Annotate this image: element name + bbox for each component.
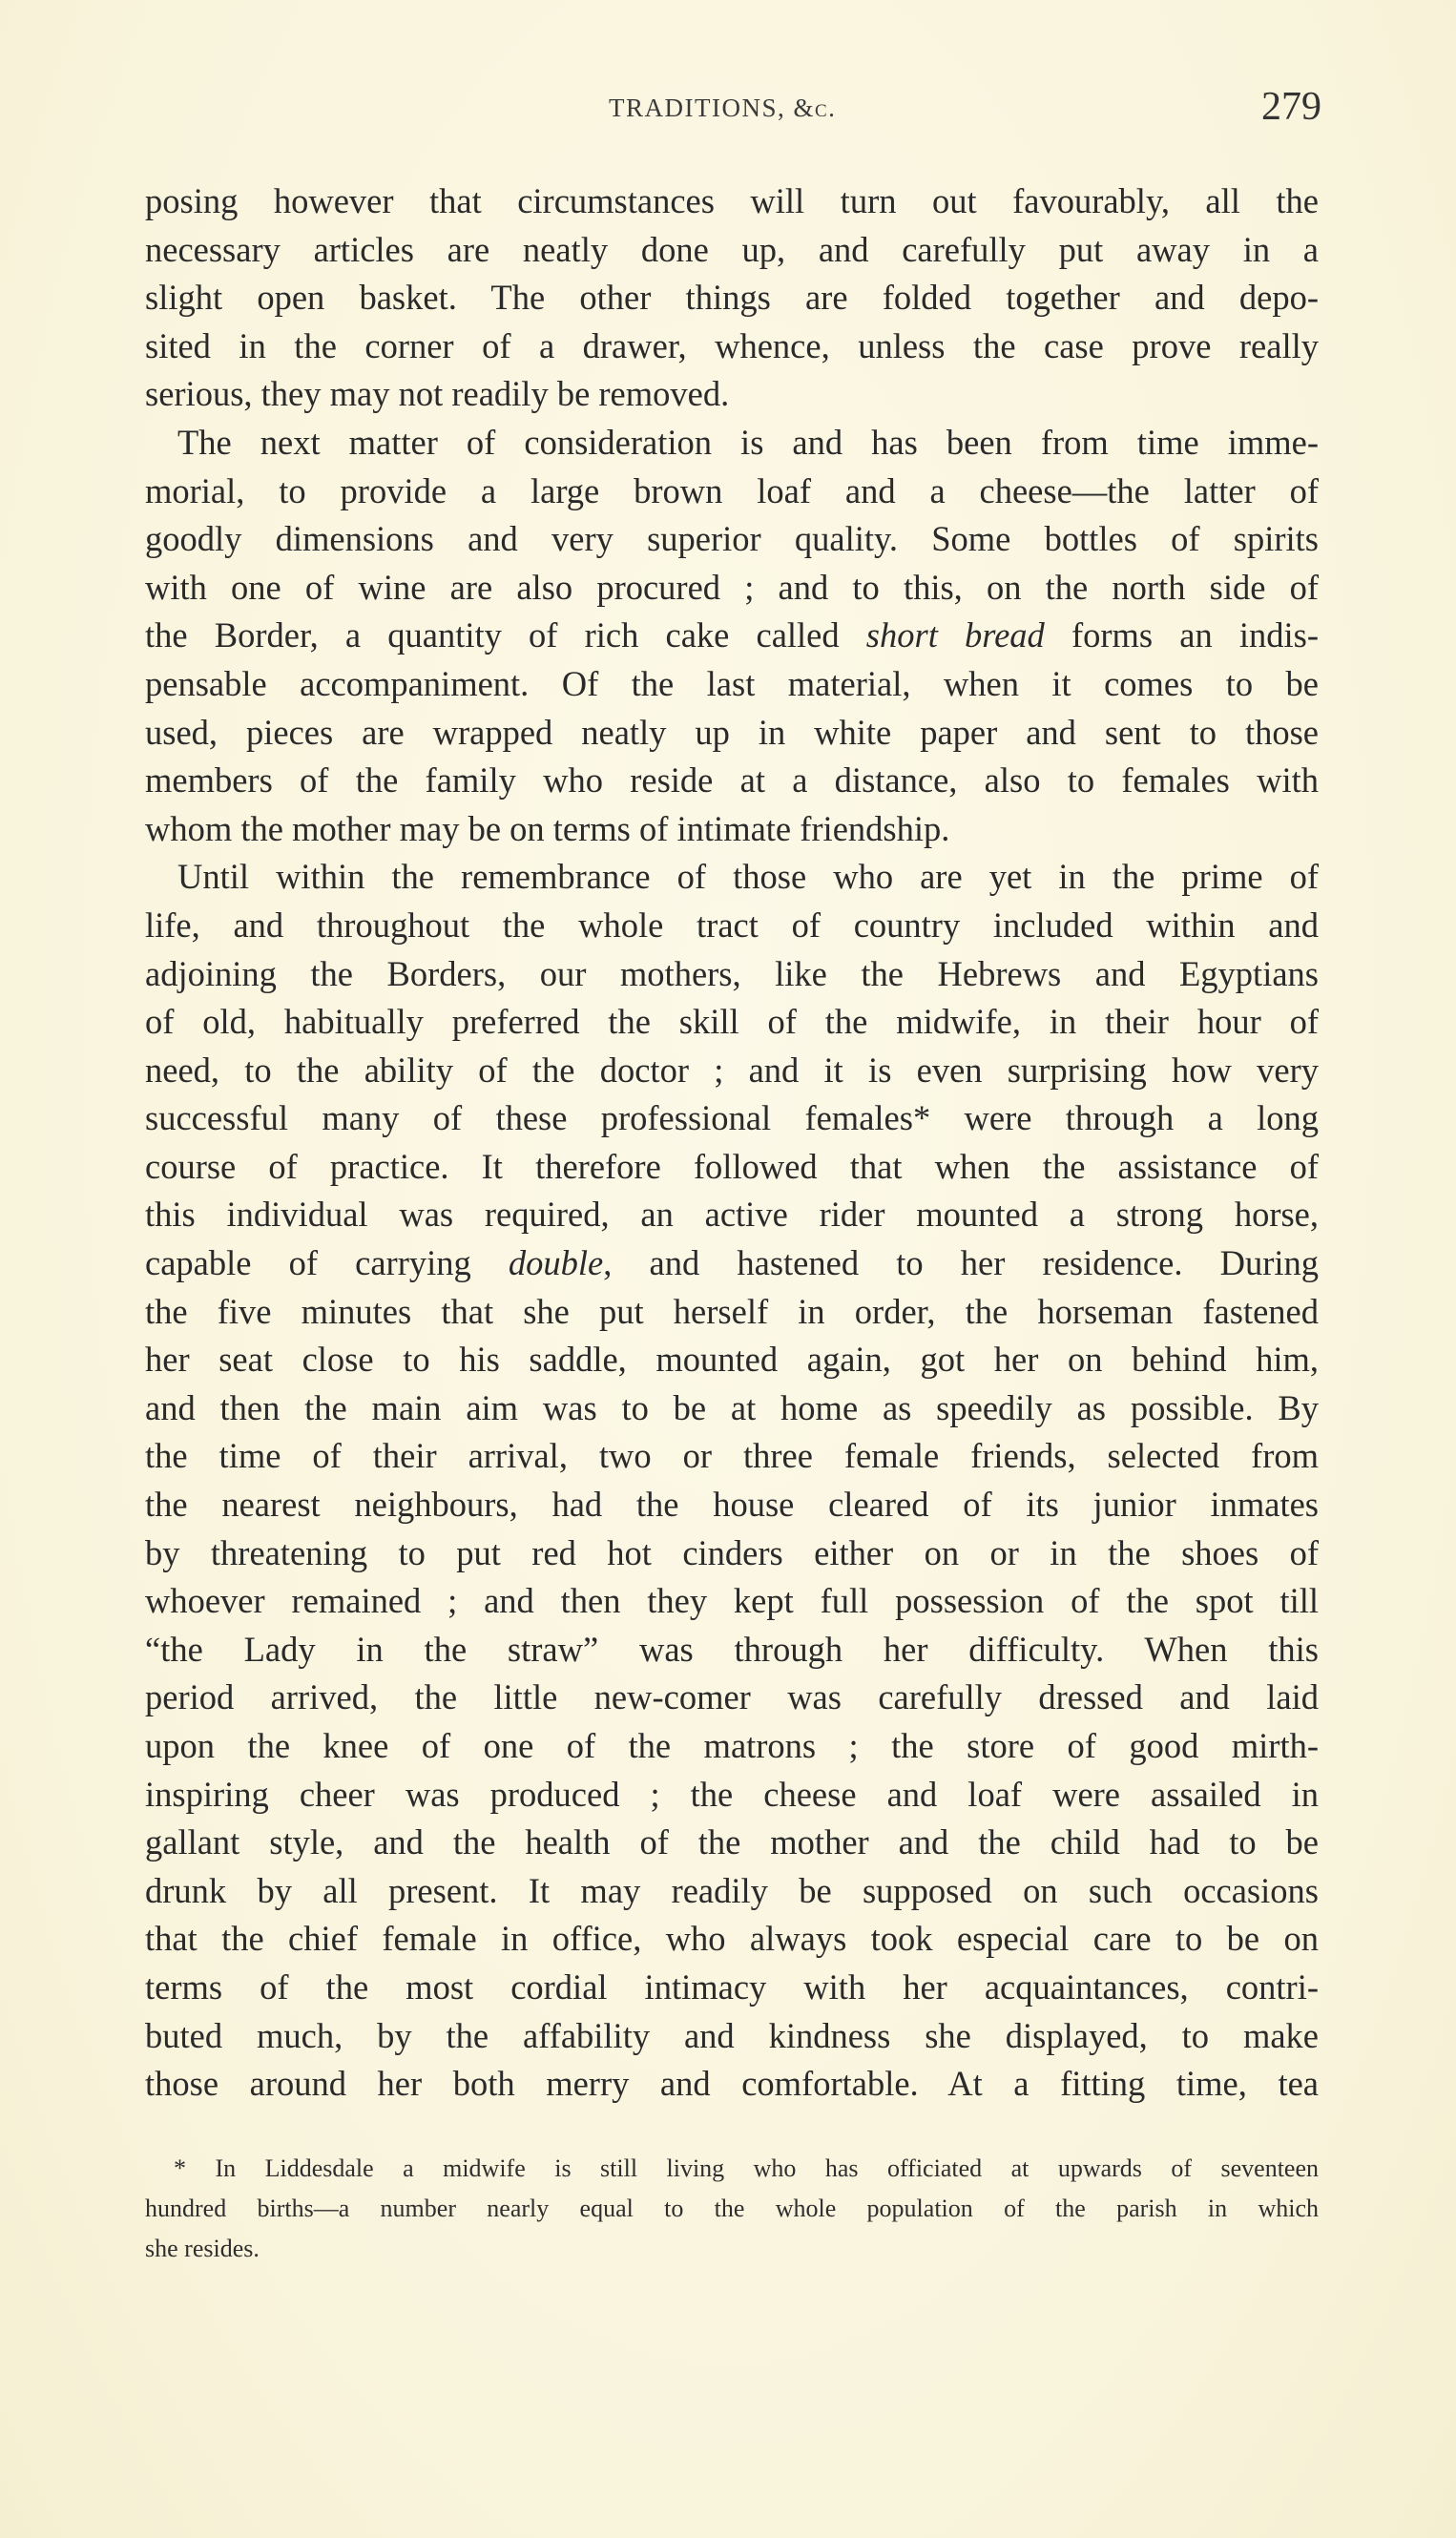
- text-line: course of practice. It therefore followed that when the assistance of: [145, 1146, 1319, 1186]
- text-line: adjoining the Borders, our mothers, like the Hebrews and Egyptians: [145, 953, 1319, 993]
- footnote-line: she resides.: [145, 2235, 260, 2262]
- text-line: gallant style, and the health of the mother and the child had to be: [145, 1822, 1319, 1862]
- paragraph-start-line: The next matter of consideration is and has been from time imme-: [177, 422, 1319, 462]
- footnote: [145, 2149, 1319, 2269]
- text-line: used, pieces are wrapped neatly up in white paper and sent to those: [145, 712, 1319, 752]
- text-line: her seat close to his saddle, mounted again, got her on behind him,: [145, 1340, 1319, 1380]
- text-line: need, to the ability of the doctor ; and it is even surprising how very: [145, 1050, 1319, 1090]
- text-line: members of the family who reside at a distance, also to females with: [145, 760, 1319, 801]
- text-segment: forms an indis-: [1044, 615, 1319, 655]
- text-line: the time of their arrival, two or three female friends, selected from: [145, 1436, 1319, 1476]
- text-segment: , and hastened to her residence. During: [603, 1243, 1319, 1283]
- text-line: the five minutes that she put herself in order, the horseman fastened: [145, 1291, 1319, 1331]
- text-line: by threatening to put red hot cinders either on or in the shoes of: [145, 1532, 1319, 1572]
- text-line: of old, habitually preferred the skill of the midwife, in their hour of: [145, 1002, 1319, 1042]
- text-line: and then the main aim was to be at home as speedily as possible. By: [145, 1387, 1319, 1427]
- text-line: posing however that circumstances will turn out favourably, all the: [145, 181, 1319, 220]
- text-line: whom the mother may be on terms of intimate friendship.: [145, 808, 950, 848]
- text-line: that the chief female in office, who always took especial care to be on: [145, 1919, 1319, 1959]
- text-line: upon the knee of one of the matrons ; the store of good mirth-: [145, 1726, 1319, 1765]
- text-line: goodly dimensions and very superior quality. Some bottles of spirits: [145, 519, 1319, 559]
- text-line: morial, to provide a large brown loaf and a cheese—the latter of: [145, 470, 1319, 510]
- text-line: pensable accompaniment. Of the last material, when it comes to be: [145, 663, 1319, 703]
- text-segment: the Border, a quantity of rich cake called: [145, 615, 866, 655]
- page-number: 279: [1261, 85, 1321, 129]
- text-line: drunk by all present. It may readily be supposed on such occasions: [145, 1870, 1319, 1910]
- text-line: “the Lady in the straw” was through her difficulty. When this: [145, 1629, 1319, 1669]
- text-line: those around her both merry and comfortable. At a fitting time, tea: [145, 2064, 1319, 2104]
- footnote-line: * In Liddesdale a midwife is still living who has officiated at upwards of seventeen: [174, 2154, 1319, 2182]
- text-line: successful many of these professional females* were through a long: [145, 1098, 1319, 1138]
- text-line: sited in the corner of a drawer, whence, unless the case prove really: [145, 325, 1319, 365]
- italic-short-bread: short bread: [865, 615, 1045, 655]
- text-line: inspiring cheer was produced ; the cheese and loaf were assailed in: [145, 1774, 1319, 1814]
- text-line: this individual was required, an active rider mounted a strong horse,: [145, 1195, 1319, 1235]
- text-line: buted much, by the affability and kindness she displayed, to make: [145, 2015, 1319, 2055]
- text-line: period arrived, the little new-comer was carefully dressed and laid: [145, 1677, 1319, 1717]
- body-text: [145, 177, 1319, 2109]
- running-head: TRADITIONS, &c.: [609, 94, 837, 122]
- text-line: with one of wine are also procured ; and to this, on the north side of: [145, 567, 1319, 607]
- text-line: whoever remained ; and then they kept full possession of the spot till: [145, 1581, 1319, 1621]
- text-line: necessary articles are neatly done up, and carefully put away in a: [145, 229, 1319, 269]
- text-line: serious, they may not readily be removed.: [145, 374, 730, 414]
- text-line-with-italic: [145, 612, 1319, 660]
- footnote-line: hundred births—a number nearly equal to the whole population of the parish in which: [145, 2195, 1319, 2222]
- paragraph-start-line: Until within the remembrance of those who are yet in the prime of: [177, 857, 1319, 897]
- text-line: the nearest neighbours, had the house cleared of its junior inmates: [145, 1485, 1319, 1525]
- italic-double: double: [508, 1243, 604, 1283]
- text-line: slight open basket. The other things are folded together and depo-: [145, 278, 1319, 318]
- text-segment: capable of carrying: [145, 1243, 509, 1283]
- text-line-with-italic: [145, 1239, 1319, 1288]
- text-line: life, and throughout the whole tract of country included within and: [145, 905, 1319, 945]
- text-line: terms of the most cordial intimacy with her acquaintances, contri-: [145, 1966, 1319, 2007]
